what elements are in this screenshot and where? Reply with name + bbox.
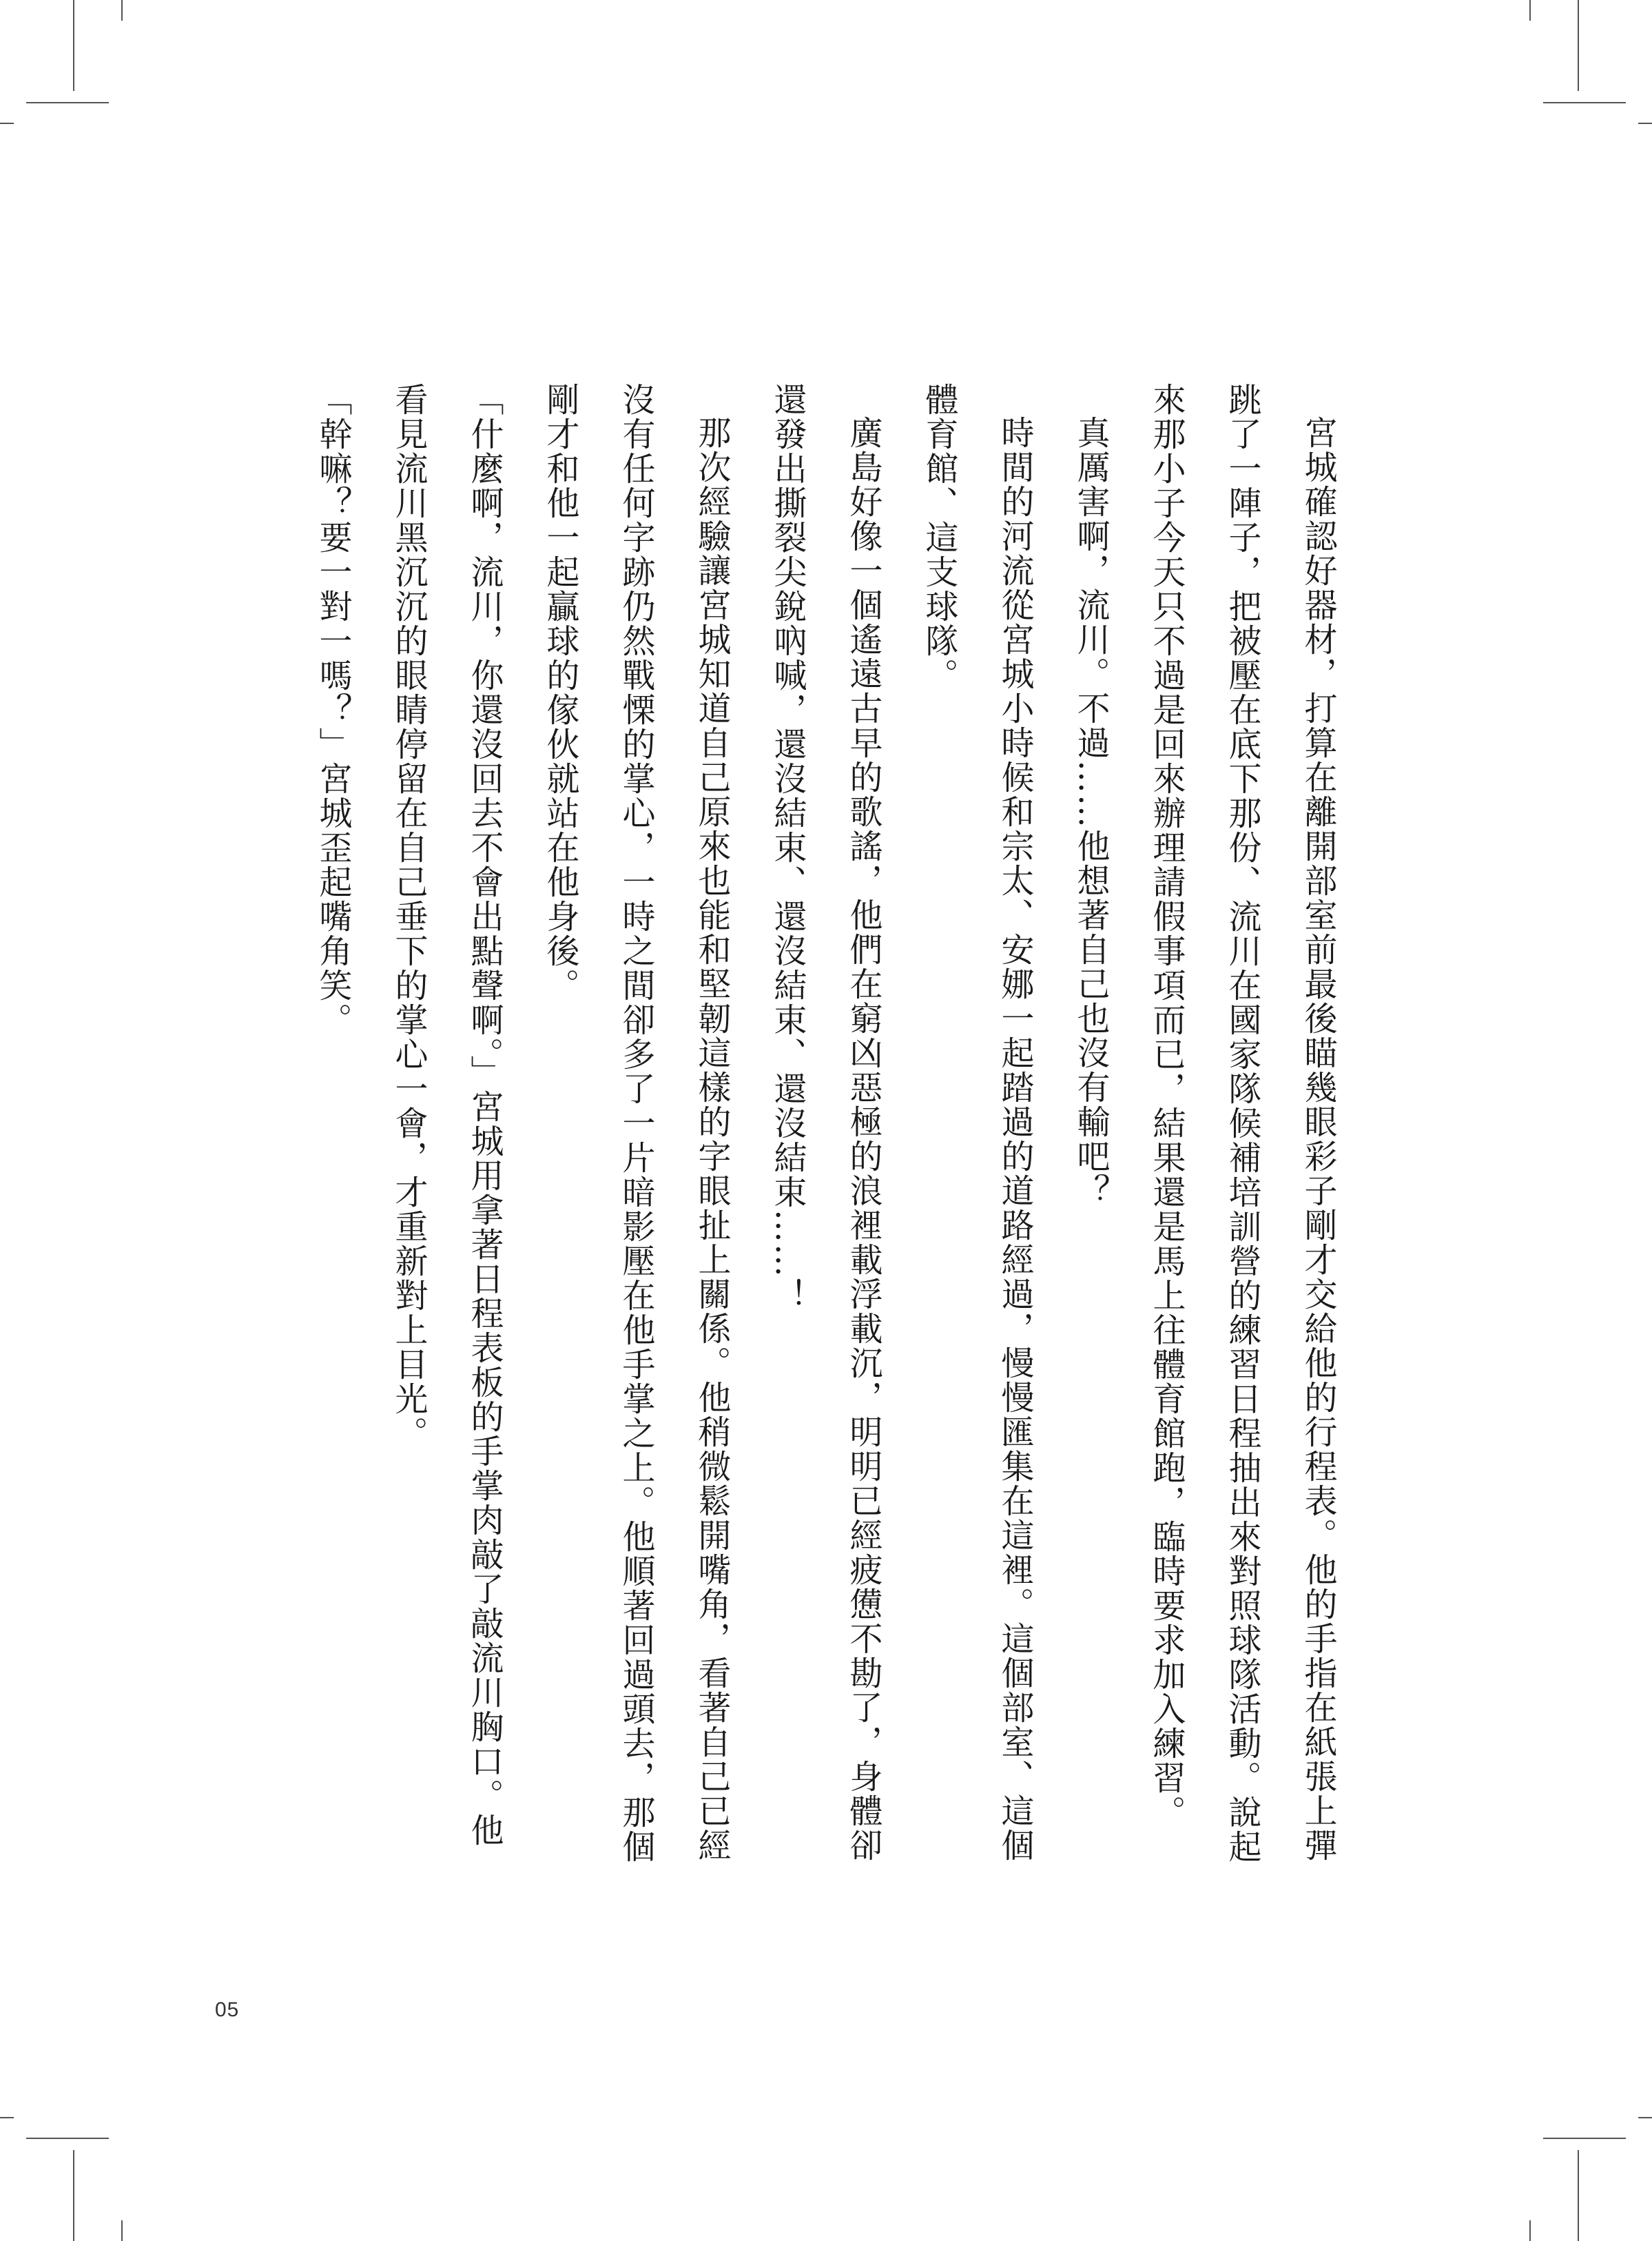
paragraph-7: 「幹嘛？要一對一嗎？」宮城歪起嘴角笑。 — [313, 382, 352, 1037]
crop-mark-bottom-left-vertical-outer — [121, 2220, 123, 2241]
crop-mark-top-right-horizontal-outer — [1638, 123, 1652, 124]
crop-mark-top-right-vertical-outer — [1529, 0, 1531, 21]
paragraph-4: 廣島好像一個遙遠古早的歌謠，他們在窮凶惡極的浪裡載浮載沉，明明已經疲憊不勘了，身體卻還發出撕裂尖銳吶喊，還沒結束、還沒結束、還沒結束……！ — [768, 382, 882, 1863]
crop-mark-top-left-horizontal-outer — [0, 123, 14, 124]
crop-mark-bottom-right-vertical-outer — [1529, 2220, 1531, 2241]
crop-mark-bottom-right-horizontal — [1543, 2138, 1626, 2139]
paragraph-6: 「什麼啊，流川，你還沒回去不會出點聲啊。」宮城用拿著日程表板的手掌肉敲了敲流川胸口。他看見流川黑沉沉的眼睛停留在自己垂下的掌心一會，才重新對上目光。 — [389, 382, 504, 1848]
crop-mark-bottom-left-vertical — [73, 2150, 74, 2241]
paragraph-3: 時間的河流從宮城小時候和宗太、安娜一起踏過的道路經過，慢慢匯集在這裡。這個部室、這個體育館、這支球隊。 — [920, 382, 1034, 1863]
crop-mark-top-right-vertical — [1578, 0, 1579, 91]
body-text — [295, 382, 1356, 1871]
crop-mark-top-left-vertical-outer — [121, 0, 123, 21]
crop-mark-bottom-right-horizontal-outer — [1638, 2117, 1652, 2118]
crop-mark-bottom-left-horizontal-outer — [0, 2117, 14, 2118]
paragraph-5: 那次經驗讓宮城知道自己原來也能和堅韌這樣的字眼扯上關係。他稍微鬆開嘴角，看著自己已經沒有任何字跡仍然戰慄的掌心，一時之間卻多了一片暗影壓在他手掌之上。他順著回過頭去，那個剛才和他一起贏球的傢伙就站在他身後。 — [541, 382, 731, 1864]
paragraph-1: 宮城確認好器材，打算在離開部室前最後瞄幾眼彩子剛才交給他的行程表。他的手指在紙張上彈跳了一陣子，把被壓在底下那份、流川在國家隊候補培訓營的練習日程抽出來對照球隊活動。說起來那小子今天只不過是回來辦理請假事項而已，結果還是馬上往體育館跑，臨時要求加入練習。 — [1147, 382, 1337, 1864]
paragraph-2: 真厲害啊，流川。不過……他想著自己也沒有輸吧？ — [1071, 416, 1110, 1208]
crop-mark-bottom-right-vertical — [1578, 2150, 1579, 2241]
crop-mark-bottom-left-horizontal — [26, 2138, 109, 2139]
crop-mark-top-left-vertical — [73, 0, 74, 91]
page-number: 05 — [215, 1998, 240, 2021]
crop-mark-top-left-horizontal — [26, 102, 109, 103]
crop-mark-top-right-horizontal — [1543, 102, 1626, 103]
